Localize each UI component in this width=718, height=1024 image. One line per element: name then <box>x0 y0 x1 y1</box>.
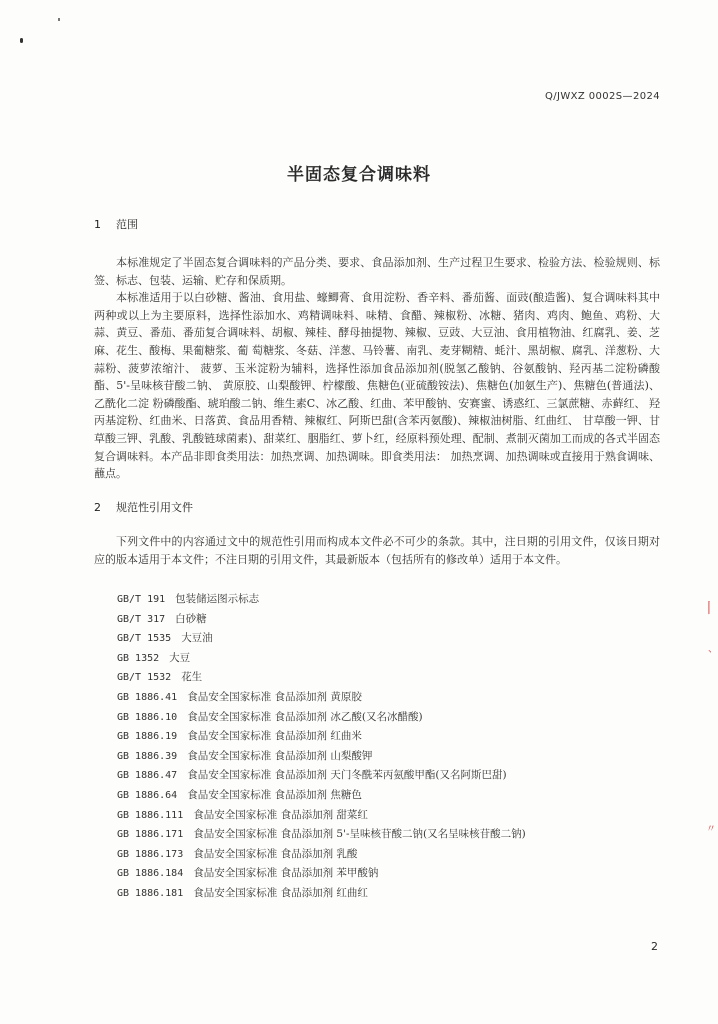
reference-item <box>117 590 677 610</box>
reference-code: GB 1886.39 <box>117 750 178 762</box>
reference-code: GB/T 1532 <box>117 672 172 684</box>
section-2-body <box>94 533 660 568</box>
reference-title: 包装储运图示标志 <box>175 593 260 605</box>
reference-item <box>117 845 677 865</box>
stamp-edge-mark: 〃 <box>706 824 716 835</box>
section-2-heading <box>94 499 193 515</box>
reference-title: 白砂糖 <box>175 612 207 625</box>
reference-item <box>117 727 677 747</box>
document-title: 半固态复合调味料 <box>287 165 431 185</box>
reference-item <box>117 688 677 708</box>
section-1-heading <box>94 216 138 232</box>
reference-item <box>117 806 677 826</box>
reference-code: GB 1352 <box>117 652 160 664</box>
paragraph: 下列文件中的内容通过文中的规范性引用而构成本文件必不可少的条款。其中，注日期的引用文件，仅该日期对应的版本适用于本文件；不注日期的引用文件，其最新版本（包括所有的修改单）适用于本文件。 <box>94 535 660 566</box>
reference-item <box>117 610 677 630</box>
reference-code: GB 1886.41 <box>117 691 178 703</box>
reference-title: 食品安全国家标准 食品添加剂 黄原胶 <box>187 690 362 703</box>
stamp-edge-mark: 、 <box>708 644 718 655</box>
reference-code: GB 1886.64 <box>117 789 178 801</box>
reference-code: GB 1886.19 <box>117 731 178 743</box>
reference-title: 大豆 <box>169 651 191 664</box>
reference-code: GB 1886.181 <box>117 887 184 899</box>
scan-speck <box>20 38 23 43</box>
reference-list <box>117 590 677 904</box>
reference-item <box>117 668 677 688</box>
reference-code: GB 1886.47 <box>117 770 178 782</box>
reference-title: 食品安全国家标准 食品添加剂 冰乙酸(又名冰醋酸) <box>187 710 423 723</box>
reference-item <box>117 649 677 669</box>
reference-code: GB 1886.10 <box>117 711 178 723</box>
section-1-body <box>94 254 660 483</box>
reference-title: 食品安全国家标准 食品添加剂 乳酸 <box>193 847 358 860</box>
section-number: 2 <box>94 501 101 514</box>
reference-code: GB 1886.111 <box>117 809 184 821</box>
reference-code: GB 1886.171 <box>117 829 184 841</box>
reference-title: 食品安全国家标准 食品添加剂 甜菜红 <box>193 808 368 821</box>
paragraph: 本标准规定了半固态复合调味料的产品分类、要求、食品添加剂、生产过程卫生要求、检验方法、检验规则、标签、标志、包装、运输、贮存和保质期。 <box>94 256 660 287</box>
reference-item <box>117 629 677 649</box>
stamp-edge-mark: 丨 <box>702 601 716 617</box>
reference-title: 食品安全国家标准 食品添加剂 山梨酸钾 <box>187 749 373 762</box>
reference-item <box>117 884 677 904</box>
scan-speck <box>58 18 60 21</box>
reference-item <box>117 708 677 728</box>
reference-title: 食品安全国家标准 食品添加剂 苯甲酸钠 <box>193 867 379 880</box>
section-title: 规范性引用文件 <box>116 501 193 514</box>
paragraph: 本标准适用于以白砂糖、酱油、食用盐、蠔鲫膏、食用淀粉、香辛料、番茄酱、面豉(酿造酱)、复合调味料其中两种或以上为主要原料，选择性添加水、鸡精调味料、味精、食醋、辣椒粉、冰糖、猪肉、鸡肉、鲍鱼、鸡粉、大蒜、黄豆、番茄、番茄复合调味料、胡椒、辣桂、酵母抽提物、辣椒、豆豉、大豆油、食用植物油、红腐乳、姜、芝麻、花生、酸梅、果葡糖浆、葡 萄糖浆、冬菇、洋葱、马铃薯、南乳、麦芽糊精、蚝汁、黑胡椒、腐乳、洋葱粉、大蒜粉、菠萝浓缩汁、 菠萝、玉米淀粉为辅料，选择性添加食品添加剂(脱氢乙酸钠、谷氨酸钠、羟丙基二淀粉磷酸酯、5'-呈味核苷酸二钠、 黄原胶、山梨酸钾、柠檬酸、焦糖色(亚硫酸铵法)、焦糖色(加氨生产)、焦糖色(普通法)、乙酰化二淀 粉磷酸酯、琥珀酸二钠、维生素C、冰乙酸、红曲、苯甲酸钠、安赛蜜、诱惑红、三氯蔗糖、赤藓红、 羟丙基淀粉、红曲米、日落黄、食品用香精、辣椒红、阿斯巴甜(含苯丙氨酸)、辣椒油树脂、红曲红、 甘草酸一钾、甘草酸三钾、乳酸、乳酸链球菌素)、甜菜红、胭脂红、萝卜红，经原料预处理、配制、煮制灭菌加工而成的各式半固态复合调味料。本产品非即食类用法：加热烹调、加热调味。即食类用法： 加热烹调、加热调味或直接用于熟食调味、蘸点。 <box>94 291 660 481</box>
reference-code: GB 1886.184 <box>117 868 184 880</box>
standard-code: Q/JWXZ 0002S—2024 <box>544 91 660 102</box>
reference-code: GB/T 1535 <box>117 633 172 645</box>
reference-item <box>117 786 677 806</box>
reference-title: 食品安全国家标准 食品添加剂 红曲红 <box>193 886 368 899</box>
reference-item <box>117 766 677 786</box>
reference-code: GB/T 317 <box>117 613 166 625</box>
reference-title: 食品安全国家标准 食品添加剂 红曲米 <box>187 730 362 743</box>
section-number: 1 <box>94 218 101 231</box>
reference-title: 大豆油 <box>181 632 213 645</box>
page-number: 2 <box>651 940 658 953</box>
reference-title: 食品安全国家标准 食品添加剂 5'-呈味核苷酸二钠(又名呈味核苷酸二钠) <box>193 828 526 841</box>
reference-code: GB/T 191 <box>117 594 166 605</box>
reference-item <box>117 747 677 767</box>
reference-title: 花生 <box>181 671 203 684</box>
reference-title: 食品安全国家标准 食品添加剂 天门冬酰苯丙氨酸甲酯(又名阿斯巴甜) <box>187 769 507 782</box>
reference-code: GB 1886.173 <box>117 848 184 860</box>
reference-item <box>117 864 677 884</box>
reference-title: 食品安全国家标准 食品添加剂 焦糖色 <box>187 788 362 801</box>
reference-item <box>117 825 677 845</box>
section-title: 范围 <box>116 218 138 231</box>
